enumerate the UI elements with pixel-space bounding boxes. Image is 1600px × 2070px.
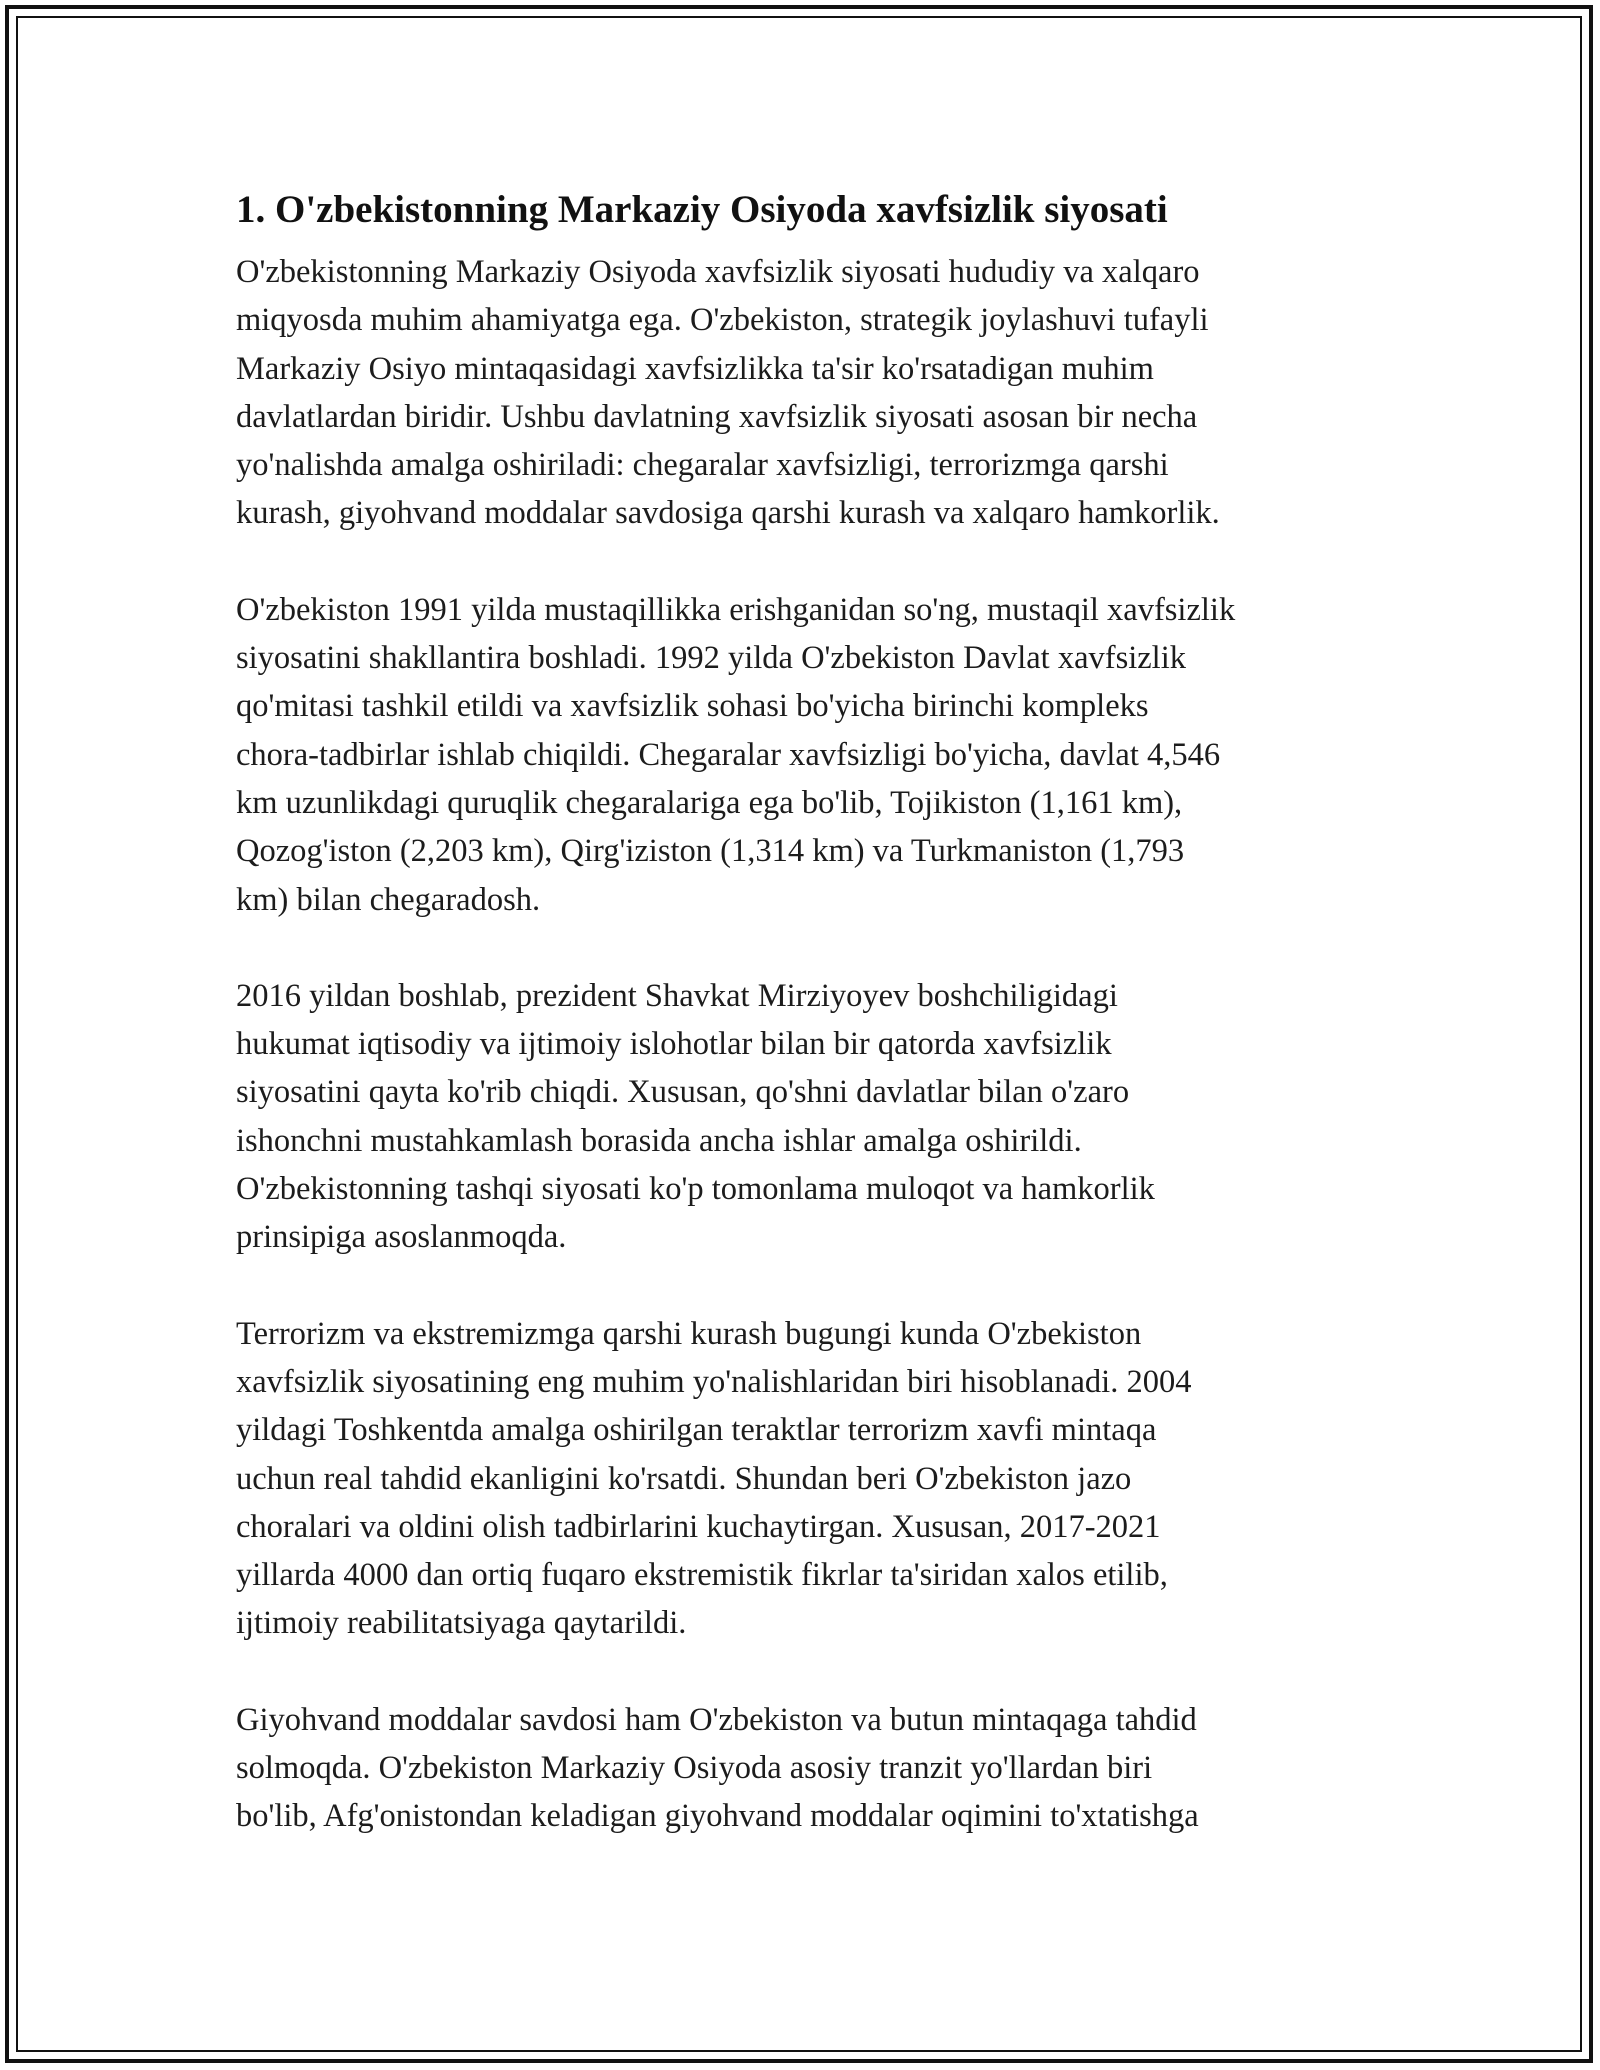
text-line: solmoqda. O'zbekiston Markaziy Osiyoda asosiy tranzit yo'llardan biri [236, 1750, 1153, 1787]
text-line: bo'lib, Afg'onistondan keladigan giyohvand moddalar oqimini to'xtatishga [236, 1798, 1199, 1835]
paragraph-4 [236, 1310, 1376, 1648]
text-line: uchun real tahdid ekanligini ko'rsatdi. Shundan beri O'zbekiston jazo [236, 1460, 1132, 1497]
paragraph-5 [236, 1696, 1376, 1841]
text-line: choralari va oldini olish tadbirlarini kuchaytirgan. Xususan, 2017-2021 [236, 1508, 1161, 1545]
text-line: km uzunlikdagi quruqlik chegaralariga ega bo'lib, Tojikiston (1,161 km), [236, 784, 1183, 821]
text-line: ijtimoiy reabilitatsiyaga qaytarildi. [236, 1605, 687, 1642]
text-line: davlatlardan biridir. Ushbu davlatning xavfsizlik siyosati asosan bir necha [236, 398, 1198, 435]
text-line: O'zbekistonning tashqi siyosati ko'p tomonlama muloqot va hamkorlik [236, 1171, 1155, 1208]
text-line: Giyohvand moddalar savdosi ham O'zbekiston va butun mintaqaga tahdid [236, 1701, 1197, 1738]
text-line: xavfsizlik siyosatining eng muhim yo'nalishlaridan biri hisoblanadi. 2004 [236, 1363, 1192, 1400]
text-line: Qozog'iston (2,203 km), Qirg'iziston (1,314 km) va Turkmaniston (1,793 [236, 833, 1185, 870]
text-line: ishonchni mustahkamlash borasida ancha ishlar amalga oshirildi. [236, 1122, 1082, 1159]
text-line: yildagi Toshkentda amalga oshirilgan teraktlar terrorizm xavfi mintaqa [236, 1412, 1157, 1449]
text-line: siyosatini qayta ko'rib chiqdi. Xususan, qo'shni davlatlar bilan o'zaro [236, 1074, 1130, 1111]
text-line: Terrorizm va ekstremizmga qarshi kurash bugungi kunda O'zbekiston [236, 1315, 1142, 1352]
section-heading: 1. O'zbekistonning Markaziy Osiyoda xavfsizlik siyosati [236, 188, 1168, 231]
text-line: hukumat iqtisodiy va ijtimoiy islohotlar bilan bir qatorda xavfsizlik [236, 1026, 1112, 1063]
text-line: miqyosda muhim ahamiyatga ega. O'zbekiston, strategik joylashuvi tufayli [236, 302, 1209, 339]
paragraph-1 [236, 248, 1376, 538]
text-line: O'zbekistonning Markaziy Osiyoda xavfsizlik siyosati hududiy va xalqaro [236, 254, 1200, 290]
text-line: kurash, giyohvand moddalar savdosiga qarshi kurash va xalqaro hamkorlik. [236, 495, 1220, 532]
paragraph-3 [236, 972, 1376, 1262]
text-line: km) bilan chegaradosh. [236, 881, 541, 918]
text-line: siyosatini shakllantira boshladi. 1992 yilda O'zbekiston Davlat xavfsizlik [236, 640, 1186, 677]
text-line: O'zbekiston 1991 yilda mustaqillikka erishganidan so'ng, mustaqil xavfsizlik [236, 591, 1236, 628]
text-line: 2016 yildan boshlab, prezident Shavkat Mirziyoyev boshchiligidagi [236, 977, 1118, 1014]
text-line: prinsipiga asoslanmoqda. [236, 1219, 567, 1256]
text-line: Markaziy Osiyo mintaqasidagi xavfsizlikka ta'sir ko'rsatadigan muhim [236, 350, 1154, 387]
text-line: yillarda 4000 dan ortiq fuqaro ekstremistik fikrlar ta'siridan xalos etilib, [236, 1557, 1168, 1594]
paragraph-2 [236, 586, 1376, 924]
text-line: yo'nalishda amalga oshiriladi: chegaralar xavfsizligi, terrorizmga qarshi [236, 447, 1169, 484]
text-line: chora-tadbirlar ishlab chiqildi. Chegaralar xavfsizligi bo'yicha, davlat 4,546 [236, 736, 1221, 773]
text-line: qo'mitasi tashkil etildi va xavfsizlik sohasi bo'yicha birinchi kompleks [236, 688, 1149, 725]
document-body [236, 180, 1376, 1889]
